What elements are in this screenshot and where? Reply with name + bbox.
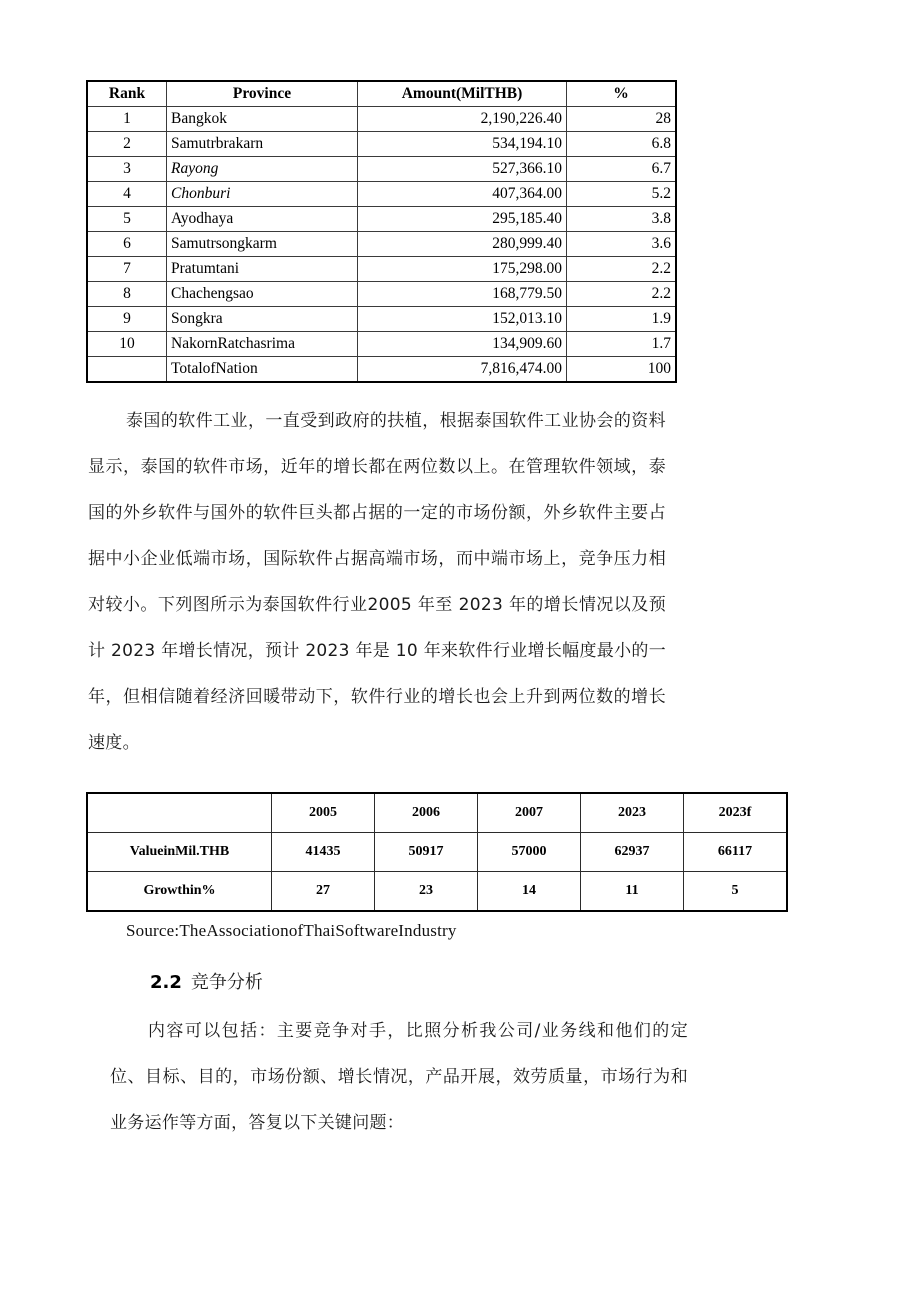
cell-percent: 2.2	[567, 257, 677, 282]
cell-province: Samutrsongkarm	[167, 232, 358, 257]
cell-rank: 4	[87, 182, 167, 207]
table-row	[87, 182, 676, 207]
cell-province: Rayong	[167, 157, 358, 182]
growth-row-label: ValueinMil.THB	[87, 833, 272, 872]
section-number: 2.2	[150, 972, 182, 993]
table-row	[87, 232, 676, 257]
growth-value-cell: 62937	[581, 833, 684, 872]
growth-year-header: 2005	[272, 793, 375, 833]
cell-percent: 28	[567, 107, 677, 132]
growth-year-header: 2007	[478, 793, 581, 833]
total-cell-amount: 7,816,474.00	[358, 357, 567, 383]
growth-year-header: 2006	[375, 793, 478, 833]
cell-amount: 134,909.60	[358, 332, 567, 357]
cell-amount: 175,298.00	[358, 257, 567, 282]
table-total-row	[87, 357, 676, 383]
cell-amount: 407,364.00	[358, 182, 567, 207]
table-row	[87, 107, 676, 132]
growth-year-header: 2023f	[684, 793, 788, 833]
cell-province: NakornRatchasrima	[167, 332, 358, 357]
cell-province: Samutrbrakarn	[167, 132, 358, 157]
cell-percent: 3.6	[567, 232, 677, 257]
total-cell-label: TotalofNation	[167, 357, 358, 383]
cell-percent: 2.2	[567, 282, 677, 307]
growth-table-body	[87, 793, 787, 911]
growth-row-label: Growthin%	[87, 872, 272, 912]
cell-amount: 168,779.50	[358, 282, 567, 307]
cell-amount: 2,190,226.40	[358, 107, 567, 132]
cell-rank: 6	[87, 232, 167, 257]
cell-rank: 5	[87, 207, 167, 232]
table-row	[87, 157, 676, 182]
total-cell-rank	[87, 357, 167, 383]
province-table-body	[87, 107, 676, 383]
table-row	[87, 282, 676, 307]
cell-rank: 7	[87, 257, 167, 282]
cell-province: Chonburi	[167, 182, 358, 207]
cell-rank: 2	[87, 132, 167, 157]
cell-rank: 3	[87, 157, 167, 182]
growth-value-cell: 23	[375, 872, 478, 912]
table-row	[87, 332, 676, 357]
total-cell-percent: 100	[567, 357, 677, 383]
cell-percent: 6.8	[567, 132, 677, 157]
column-header-rank: Rank	[87, 81, 167, 107]
growth-year-header: 2023	[581, 793, 684, 833]
section-heading-2-2	[150, 968, 263, 994]
growth-value-cell: 41435	[272, 833, 375, 872]
cell-amount: 295,185.40	[358, 207, 567, 232]
body-paragraph-2: 内容可以包括：主要竞争对手，比照分析我公司/业务线和他们的定位、目标、目的，市场份额、增长情况，产品开展，效劳质量，市场行为和业务运作等方面，答复以下关键问题：	[110, 1021, 688, 1133]
growth-value-cell: 11	[581, 872, 684, 912]
source-caption: Source:TheAssociationofThaiSoftwareIndustry	[126, 921, 457, 940]
growth-value-cell: 66117	[684, 833, 788, 872]
section-title: 竞争分析	[190, 972, 263, 993]
cell-amount: 152,013.10	[358, 307, 567, 332]
cell-rank: 1	[87, 107, 167, 132]
cell-province: Pratumtani	[167, 257, 358, 282]
cell-percent: 1.7	[567, 332, 677, 357]
growth-value-cell: 27	[272, 872, 375, 912]
province-ranking-table	[86, 80, 677, 383]
growth-data-row	[87, 833, 787, 872]
growth-corner-cell	[87, 793, 272, 833]
cell-province: Songkra	[167, 307, 358, 332]
cell-percent: 3.8	[567, 207, 677, 232]
growth-data-row	[87, 872, 787, 912]
cell-percent: 6.7	[567, 157, 677, 182]
cell-amount: 280,999.40	[358, 232, 567, 257]
cell-rank: 9	[87, 307, 167, 332]
cell-province: Chachengsao	[167, 282, 358, 307]
table-header-row	[87, 81, 676, 107]
table-row	[87, 257, 676, 282]
growth-value-cell: 57000	[478, 833, 581, 872]
cell-percent: 5.2	[567, 182, 677, 207]
cell-amount: 534,194.10	[358, 132, 567, 157]
column-header-amount: Amount(MilTHB)	[358, 81, 567, 107]
growth-value-cell: 5	[684, 872, 788, 912]
cell-percent: 1.9	[567, 307, 677, 332]
cell-rank: 8	[87, 282, 167, 307]
province-table-header	[87, 81, 676, 107]
column-header-percent: %	[567, 81, 677, 107]
cell-amount: 527,366.10	[358, 157, 567, 182]
column-header-province: Province	[167, 81, 358, 107]
software-growth-table	[86, 792, 788, 912]
growth-header-row	[87, 793, 787, 833]
growth-value-cell: 14	[478, 872, 581, 912]
table-row	[87, 207, 676, 232]
body-paragraph-1: 泰国的软件工业，一直受到政府的扶植，根据泰国软件工业协会的资料显示，泰国的软件市场，近年的增长都在两位数以上。在管理软件领域，泰国的外乡软件与国外的软件巨头都占据的一定的市场份额，外乡软件主要占据中小企业低端市场，国际软件占据高端市场，而中端市场上，竞争压力相对较小。下列图所示为泰国软件行业2005 年至 2023 年的增长情况以及预计 2023 年增长情况，预计 2023 年是 10 年来软件行业增长幅度最小的一年，但相信随着经济回暖带动下，软件行业的增长也会上升到两位数的增长速度。	[88, 411, 666, 753]
table-row	[87, 307, 676, 332]
cell-province: Ayodhaya	[167, 207, 358, 232]
cell-province: Bangkok	[167, 107, 358, 132]
growth-value-cell: 50917	[375, 833, 478, 872]
cell-rank: 10	[87, 332, 167, 357]
table-row	[87, 132, 676, 157]
